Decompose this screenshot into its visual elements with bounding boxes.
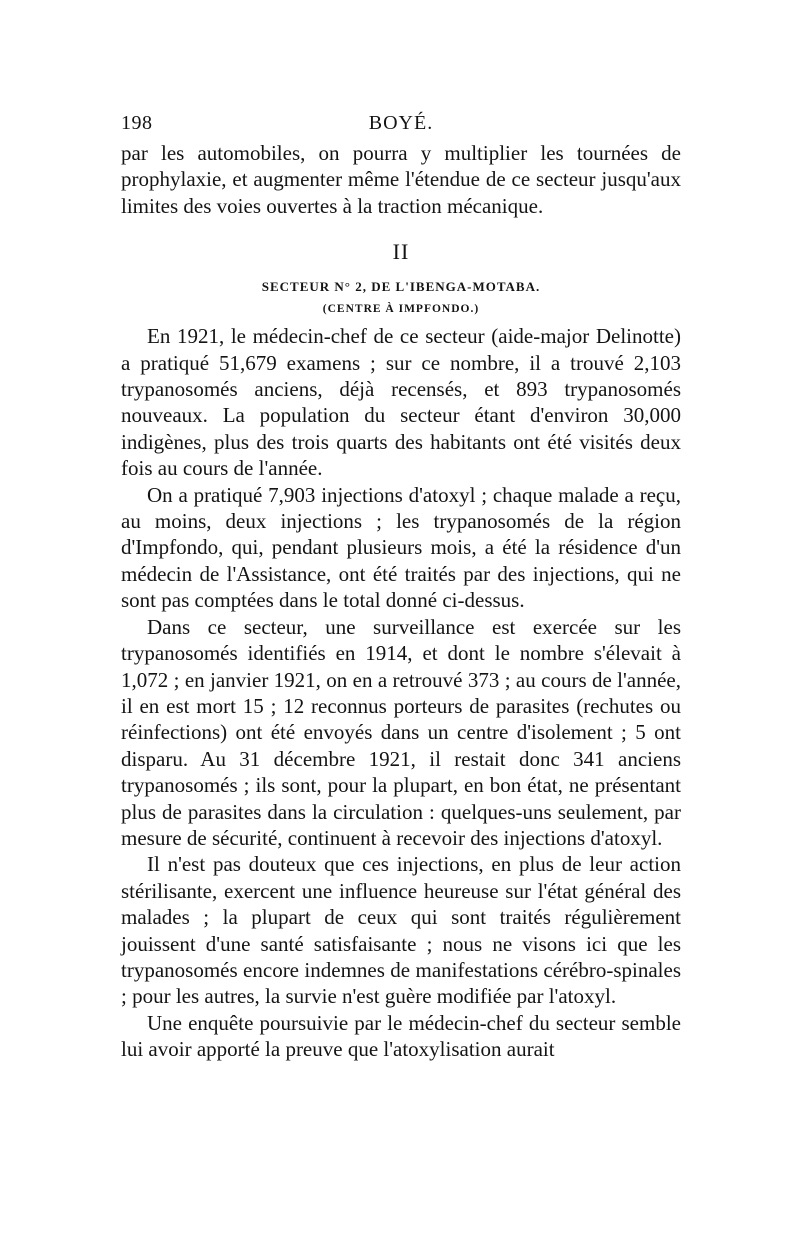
book-page — [121, 112, 681, 1063]
body-text — [121, 140, 681, 1063]
running-head — [121, 112, 681, 140]
paragraph-continued: par les automobiles, on pourra y multiplier les tournées de prophylaxie, et augmenter même l'étendue de ce secteur jusqu'aux limites des voies ouvertes à la traction mécanique. — [121, 141, 681, 218]
page-number: 198 — [121, 112, 153, 134]
section-subheading: (CENTRE À IMPFONDO.) — [322, 303, 480, 316]
paragraph: Dans ce secteur, une surveillance est exercée sur les trypanosomés identifiés en 1914, et dont le nombre s'élevait à 1,072 ; en janvier 1921, on en a retrouvé 373 ; au cours de l'année, il en est mort 15 ; 12 reconnus porteurs de parasites (rechutes ou réinfections) ont été envoyés dans un centre d'isolement ; 5 ont disparu. Au 31 décembre 1921, il restait donc 341 anciens trypanosomés ; ils sont, pour la plupart, en bon état, ne présentant plus de parasites dans la circulation : quelques-uns seulement, par mesure de sécurité, continuent à recevoir des injections d'atoxyl. — [121, 614, 681, 850]
paragraph: En 1921, le médecin-chef de ce secteur (aide-major Delinotte) a pratiqué 51,679 examens ; sur ce nombre, il a trouvé 2,103 trypanosomés anciens, déjà recensés, et 893 trypanosomés nouveaux. La population du secteur étant d'environ 30,000 indigènes, plus des trois quarts des habitants ont été visités deux fois au cours de l'année. — [121, 324, 681, 481]
paragraph: Il n'est pas douteux que ces injections, en plus de leur action stérilisante, exercent une influence heureuse sur l'état général des malades ; la plupart de ceux qui sont traités régulièrement jouissent d'une santé satisfaisante ; nous ne visons ici que les trypanosomés encore indemnes de manifestations cérébro-spinales ; pour les autres, la survie n'est guère modifiée par l'atoxyl. — [121, 852, 681, 1009]
running-title: BOYÉ. — [368, 112, 434, 134]
section-numeral: II — [392, 239, 410, 265]
section-heading: SECTEUR N° 2, DE L'IBENGA-MOTABA. — [261, 279, 541, 295]
paragraph: On a pratiqué 7,903 injections d'atoxyl ; chaque malade a reçu, au moins, deux injections ; les trypanosomés de la région d'Impfondo, qui, pendant plusieurs mois, a été la résidence d'un médecin de l'Assistance, ont été traités par des injections, qui ne sont pas comptées dans le total donné ci-dessus. — [121, 482, 681, 613]
paragraph: Une enquête poursuivie par le médecin-chef du secteur semble lui avoir apporté la preuve que l'atoxylisation aurait — [121, 1010, 681, 1062]
